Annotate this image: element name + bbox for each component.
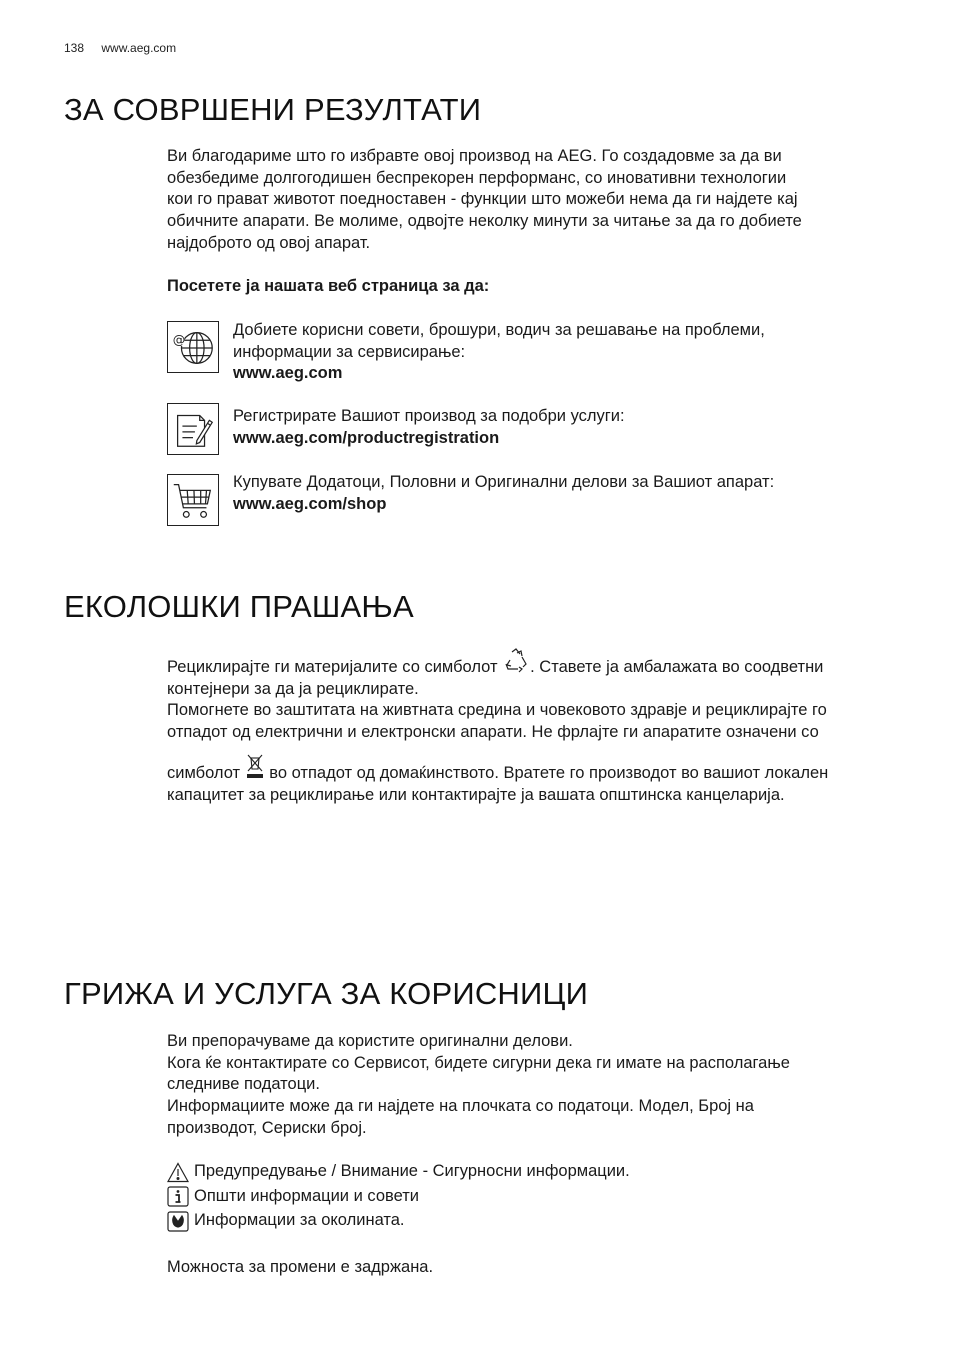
eco-text: Рециклирајте ги материјалите со симболот: [167, 658, 498, 676]
item-registration: [233, 406, 903, 449]
recycle-icon: [502, 647, 530, 675]
page-number: 138: [64, 41, 85, 55]
legend-text: Предупредување / Внимание - Сигурносни информации.: [194, 1162, 630, 1181]
care-line: следниве податоци.: [167, 1075, 320, 1094]
site-url[interactable]: www.aeg.com: [101, 41, 177, 55]
changes-note: Можноста за промени е задржана.: [167, 1258, 434, 1276]
item-text: Регистрирате Вашиот производ за подобри услуги:: [233, 407, 625, 425]
eco-text: . Ставете ја амбалажата во соодветни: [530, 658, 824, 676]
legend-row: [167, 1209, 907, 1234]
item-support: [233, 320, 903, 385]
item-text: Купувате Додатоци, Половни и Оригинални делови за Вашиот апарат:: [233, 473, 775, 491]
intro-line: Ви благодариме што го избравте овој производ на AEG. Го создадовме за да ви: [167, 147, 782, 165]
crossed-bin-icon: [245, 754, 265, 780]
globe-at-icon: [167, 321, 219, 373]
support-link[interactable]: www.aeg.com: [233, 364, 343, 383]
item-text: Добиете корисни совети, брошури, водич за решавање на проблеми,: [233, 321, 765, 339]
eco-text: Помогнете во заштитата на живтната средина и човековото здравје и рециклирајте го: [167, 701, 827, 720]
visit-heading: Посетете ја нашата веб страница за да:: [167, 277, 490, 295]
item-text: информации за сервисирање:: [233, 342, 466, 361]
intro-line: кои го прават животот поедноставен - функции што можеби нема да ги најдете кај: [167, 190, 798, 209]
section-title-care: ГРИЖА И УСЛУГА ЗА КОРИСНИЦИ: [64, 976, 589, 1011]
intro-paragraph: [167, 146, 907, 255]
shopping-cart-icon: [167, 474, 219, 526]
care-line: Ви препорачуваме да користите оригинални делови.: [167, 1032, 573, 1050]
eco-text: контејнери за да ја рециклирате.: [167, 679, 419, 698]
care-line: Кога ќе контактирате со Сервисот, бидете сигурни дека ги имате на располагање: [167, 1053, 790, 1072]
legend-row: [167, 1185, 907, 1210]
intro-line: најдоброто од овој апарат.: [167, 233, 371, 252]
care-line: Информациите може да ги најдете на плочката со податоци. Модел, Број на: [167, 1097, 754, 1116]
shop-link[interactable]: www.aeg.com/shop: [233, 494, 387, 513]
eco-paragraph: [167, 647, 927, 806]
intro-line: обезбедиме долгогодишен беспрекорен перформанс, со иновативни технологии: [167, 168, 787, 187]
legend-text: Општи информации и совети: [194, 1186, 420, 1205]
eco-text: капацитет за рециклирање или контактирајте ја вашата општинска канцеларија.: [167, 785, 785, 804]
eco-text: отпадот од електрични и електронски апарати. Не фрлајте ги апаратите означени со: [167, 723, 819, 742]
intro-line: обичните апарати. Ве молиме, одвојте неколку минути за читање за да го добиете: [167, 212, 802, 231]
info-icon: [167, 1186, 189, 1207]
eco-text: во отпадот од домаќинството. Вратете го производот во вашиот локален: [269, 763, 829, 782]
page-header: [64, 41, 176, 55]
warning-triangle-icon: [167, 1162, 189, 1183]
environment-leaf-icon: [167, 1211, 189, 1232]
section-title-eco: ЕКОЛОШКИ ПРАШАЊА: [64, 589, 414, 624]
legend-row: [167, 1160, 907, 1185]
care-line: производот, Сериски број.: [167, 1118, 367, 1137]
care-paragraph: [167, 1031, 907, 1140]
registration-link[interactable]: www.aeg.com/productregistration: [233, 428, 500, 447]
symbol-legend: [167, 1160, 907, 1234]
svg-text:@: @: [172, 332, 186, 348]
legend-text: Информации за околината.: [194, 1211, 405, 1230]
eco-text: симболот: [167, 763, 241, 782]
section-title-results: ЗА СОВРШЕНИ РЕЗУЛТАТИ: [64, 92, 482, 127]
item-shop: [233, 472, 903, 515]
registration-form-icon: [167, 403, 219, 455]
